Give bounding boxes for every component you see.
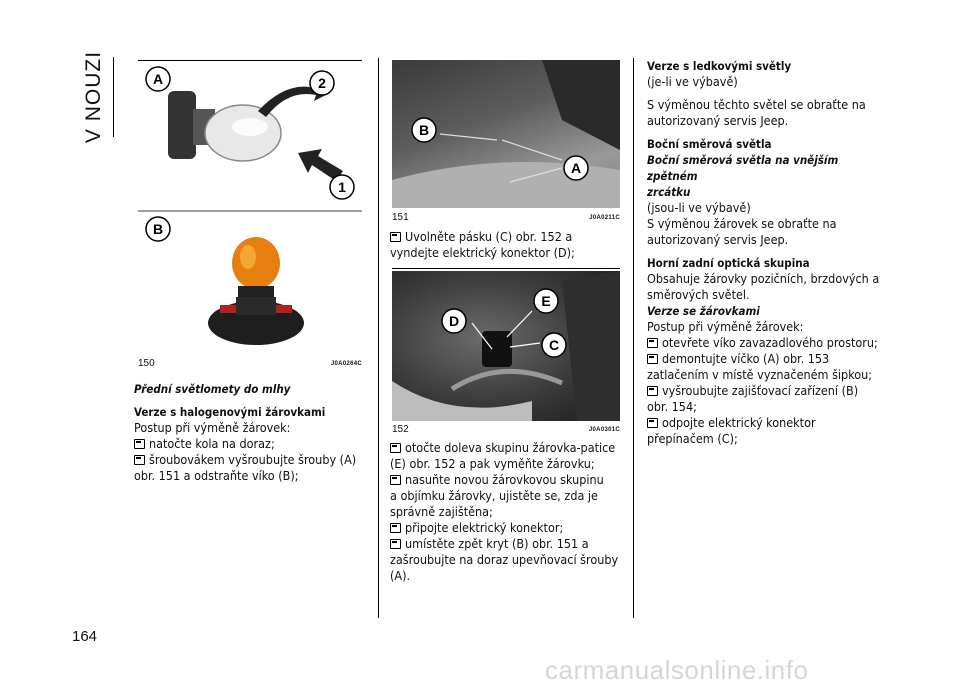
figure-150	[138, 60, 362, 371]
led-text: S výměnou těchto světel se obraťte na	[647, 97, 866, 112]
column-1	[134, 381, 369, 484]
side-note: (jsou-li ve výbavě)	[647, 200, 751, 215]
col2-bullet-5: umístěte zpět kryt (B) obr. 151 a	[390, 536, 628, 552]
col3-line: obr. 154;	[647, 399, 697, 414]
fig152-caption	[392, 424, 620, 435]
column-divider-2	[633, 58, 634, 618]
bullet-icon	[647, 386, 658, 396]
fig150-label-b: B	[152, 221, 164, 237]
side-text: autorizovaný servis Jeep.	[647, 232, 789, 247]
halogen-bulb	[168, 91, 281, 161]
fig150-label-2: 2	[318, 75, 326, 91]
col1-line-3: obr. 151 a odstraňte víko (B);	[134, 468, 299, 483]
rear-intro: Postup při výměně žárovek:	[647, 319, 804, 334]
col1-bullet-1: natočte kola na doraz;	[134, 436, 369, 452]
col3-bullet-2: demontujte víčko (A) obr. 153	[647, 351, 887, 367]
col2-line-2: vyndejte elektrický konektor (D);	[390, 245, 575, 260]
col3-bullet-3: vyšroubujte zajišťovací zařízení (B)	[647, 383, 887, 399]
bullet-icon	[390, 232, 401, 242]
bullet-icon	[134, 455, 145, 465]
fog-lights-heading: Přední světlomety do mlhy	[134, 382, 291, 396]
column-2-bottom	[390, 440, 628, 584]
orange-bulb	[208, 237, 304, 345]
fig151-label-b: B	[418, 122, 430, 138]
col2-bullet-3: nasuňte novou žárovkovou skupinu	[390, 472, 628, 488]
fig152-label-d: D	[448, 313, 460, 329]
col2-line: (A).	[390, 568, 411, 583]
rear-subheading: Verze se žárovkami	[647, 304, 760, 318]
rear-heading: Horní zadní optická skupina	[647, 256, 810, 270]
col2-bullet-1: Uvolněte pásku (C) obr. 152 a	[390, 229, 628, 245]
bullet-icon	[647, 354, 658, 364]
fig151-caption	[392, 212, 620, 223]
fig151-code: J0A0211C	[589, 215, 620, 221]
fig151-photo	[392, 60, 620, 208]
fig151-number: 151	[392, 212, 409, 223]
fig150-number: 150	[138, 358, 155, 369]
page-number: 164	[72, 628, 98, 645]
col1-bullet-2: šroubovákem vyšroubujte šrouby (A)	[134, 452, 369, 468]
bullet-icon	[390, 539, 401, 549]
col2-line: zašroubujte na doraz upevňovací šrouby	[390, 552, 619, 567]
fig150-label-a: A	[152, 71, 164, 87]
col2-bullet-2: otočte doleva skupinu žárovka-patice	[390, 440, 628, 456]
fig150-label-1: 1	[338, 179, 346, 195]
figure-152	[392, 268, 620, 435]
fig150-illustration	[138, 61, 362, 356]
halogen-subheading: Verze s halogenovými žárovkami	[134, 405, 326, 419]
side-indicator-subheading: Boční směrová světla na vnějším zpětném	[647, 153, 839, 183]
side-indicator-heading: Boční směrová světla	[647, 137, 772, 151]
fig152-label-c: C	[548, 337, 560, 353]
chapter-rule	[113, 57, 114, 137]
col2-line: (E) obr. 152 a pak vyměňte žárovku;	[390, 456, 595, 471]
rear-text: směrových světel.	[647, 287, 750, 302]
column-divider-1	[378, 58, 379, 618]
fig151-label-a: A	[570, 160, 582, 176]
col2-line: správně zajištěna;	[390, 504, 493, 519]
fig150-caption	[138, 358, 362, 369]
led-note: (je-li ve výbavě)	[647, 74, 738, 89]
bullet-icon	[390, 475, 401, 485]
bullet-icon	[647, 418, 658, 428]
column-3	[647, 58, 887, 447]
side-indicator-subheading: zrcátku	[647, 185, 691, 199]
col3-line: přepínačem (C);	[647, 431, 738, 446]
fig152-code: J0A0301C	[588, 427, 620, 433]
led-text: autorizovaný servis Jeep.	[647, 113, 789, 128]
col3-bullet-4: odpojte elektrický konektor	[647, 415, 887, 431]
fig150-code: J0A0264C	[330, 361, 362, 367]
bullet-icon	[134, 439, 145, 449]
bullet-icon	[390, 443, 401, 453]
rear-text: Obsahuje žárovky pozičních, brzdových a	[647, 271, 880, 286]
col3-bullet-1: otevřete víko zavazadlového prostoru;	[647, 335, 887, 351]
col3-line: zatlačením v místě vyznačeném šipkou;	[647, 367, 873, 382]
column-2-top	[390, 229, 628, 261]
col2-bullet-4: připojte elektrický konektor;	[390, 520, 628, 536]
watermark[interactable]: carmanualsonline.info	[545, 655, 809, 685]
col1-intro: Postup při výměně žárovek:	[134, 420, 291, 435]
fig152-photo	[392, 271, 620, 421]
bullet-icon	[390, 523, 401, 533]
chapter-title: V NOUZI	[82, 50, 105, 144]
side-text: S výměnou žárovek se obraťte na	[647, 216, 837, 231]
bullet-icon	[647, 338, 658, 348]
led-heading: Verze s ledkovými světly	[647, 59, 792, 73]
col2-line: a objímku žárovky, ujistěte se, zda je	[390, 488, 598, 503]
fig152-number: 152	[392, 424, 409, 435]
fig152-label-e: E	[541, 293, 551, 309]
